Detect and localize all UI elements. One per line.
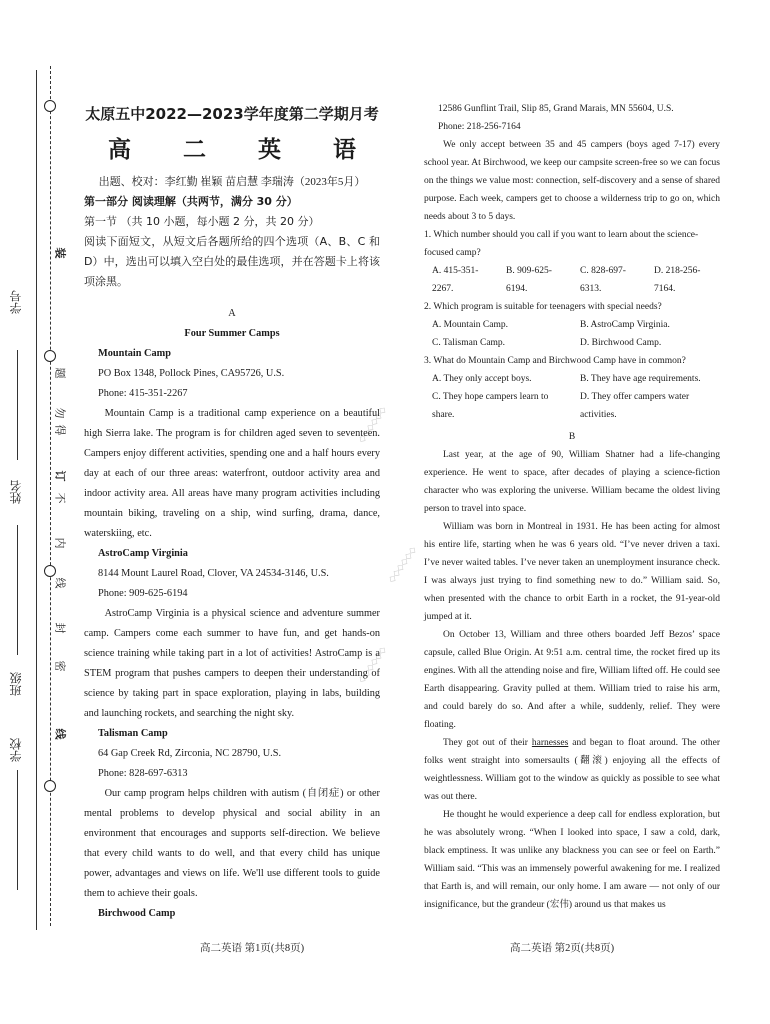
camp-address: PO Box 1348, Pollock Pines, CA95726, U.S. [98, 368, 285, 379]
seal-char: 得 [53, 424, 66, 436]
answer-option[interactable]: C. Talisman Camp. [432, 338, 506, 348]
question-options [424, 334, 720, 352]
answer-option[interactable]: B. They have age requirements. [580, 374, 701, 384]
page-footer-left: 高二英语 第1页(共8页) [200, 943, 305, 954]
part-one-heading: 第一部分 阅读理解（共两节，满分 30 分） [84, 195, 298, 208]
passage-b-paragraph: On October 13, William and three others boarded Jeff Bezos’ space capsule, called Blue Origin. At 9:51 a.m. central time, the rocket fired up its engines. With all the attending noise and fire, William lifted off. He could see Earth disappearing. Gravity pulled at them. William tried to raise his arm, and could barely do so. And after a while, suddenly, relief. They were floating. [424, 630, 720, 730]
binding-hole [44, 350, 56, 362]
field-school-line[interactable] [17, 770, 18, 890]
answer-option[interactable]: A. Mountain Camp. [432, 320, 508, 330]
camp-address: 12586 Gunflint Trail, Slip 85, Grand Marais, MN 55604, U.S. [438, 104, 674, 114]
binding-dashed-line [50, 66, 51, 926]
subject-title: 高 二 英 语 [107, 137, 379, 163]
camp-description: Mountain Camp is a traditional camp experience on a beautiful high Sierra lake. The program is for children aged seven to seventeen. Campers enjoy different activities, spending one and a half hours every day at each of our three areas: waterfront, outdoor activity area and indoor activity area. All areas have many program activities including mountain biking, traveling on a ship, wind surfing, drama, dance, waterskiing, etc. [84, 408, 380, 539]
answer-option[interactable]: A. They only accept boys. [432, 374, 532, 384]
camp-description: AstroCamp Virginia is a physical science and adventure summer camp. Campers come each summer to have fun, and get hands-on science training while taking part in a lot of activities! AstroCamp is a STEM program that pushes campers to deepen their understanding of science by taking part in space exploration, playing in labs, building and launching rockets, and searching the night sky. [84, 608, 380, 719]
passage-b-paragraph: They got out of their harnesses and began to float around. The other folks went straight into somersaults (翻滚) enjoying all the effects of weightlessness. William got to the window as quickly as possible to see what was out there. [424, 738, 720, 802]
question-options [424, 388, 720, 424]
passage-b-paragraph: William was born in Montreal in 1931. He has been acting for almost his entire life, starting when he was 6 years old. “I’ve never driven a taxi. I’ve never waited tables. I’ve never taken an unemployment insurance check. I was always just trying to find something new to do.” William said. So, when presented with the chance to orbit Earth in a rocket, the 91-year-old jumped at it. [424, 522, 720, 622]
passage-a-label: A [228, 308, 236, 319]
seal-char: 订 [53, 470, 66, 482]
camp-address: 64 Gap Creek Rd, Zirconia, NC 28790, U.S. [98, 748, 282, 759]
answer-option[interactable]: C. 828-697-6313. [580, 266, 626, 294]
camp-name: AstroCamp Virginia [98, 548, 188, 559]
answer-option[interactable]: B. AstroCamp Virginia. [580, 320, 670, 330]
camp-phone: Phone: 218-256-7164 [438, 122, 521, 132]
section-instructions: 阅读下面短文，从短文后各题所给的四个选项（A、B、C 和 D）中，选出可以填入空白处的最佳选项，并在答题卡上将该项涂黑。 [84, 235, 380, 288]
camp-name: Talisman Camp [98, 728, 168, 739]
seal-char: 密 [53, 660, 66, 672]
left-column [84, 100, 380, 924]
camp-name: Mountain Camp [98, 348, 171, 359]
binding-margin [0, 0, 78, 1024]
underlined-word: harnesses [531, 738, 569, 748]
question-stem: 1. Which number should you call if you want to learn about the science-focused camp? [424, 230, 699, 258]
field-student-id-label: 学号 [9, 290, 23, 314]
binding-hole [44, 100, 56, 112]
binding-solid-line [36, 70, 37, 930]
answer-option[interactable]: D. 218-256-7164. [654, 266, 701, 294]
seal-char: 封 [53, 622, 66, 634]
passage-a-title: Four Summer Camps [184, 328, 280, 339]
field-class-label: 班级 [9, 672, 23, 696]
watermark-stamp: ◇◇◇◇◇◇ [356, 405, 389, 445]
camp-description: We only accept between 35 and 45 campers (boys aged 7-17) every school year. At Birchwood, we keep our campsite screen-free so we can focus on the things we value most: connection, self-discovery and a sense of shared purpose. Each week, campers get to choose a wilderness trip to go on, which needs about 3 to 5 days. [424, 140, 720, 222]
passage-b-paragraph: He thought he would experience a deep call for endless exploration, but he was absolutely wrong. “When I looked into space, I saw a cold, dark, black emptiness. It was unlike any blackness you can see or feel on Earth.” William said. “This was an immensely powerful awakening for me. I realized that Earth is, and will remain, our only home. I am aware — not only of our insignificance, but the grandeur (宏伟) around us that makes us [424, 810, 720, 910]
field-school-label: 学校 [9, 738, 23, 762]
right-column [424, 100, 720, 914]
camp-name: Birchwood Camp [98, 908, 176, 919]
answer-option[interactable]: B. 909-625-6194. [506, 266, 552, 294]
passage-b-label: B [568, 432, 576, 442]
watermark-stamp: ◇◇◇◇◇◇ [386, 545, 419, 585]
binding-hole [44, 565, 56, 577]
seal-char: 线 [53, 577, 66, 589]
question-stem: 3. What do Mountain Camp and Birchwood Camp have in common? [424, 356, 686, 366]
answer-option[interactable]: D. Birchwood Camp. [580, 338, 662, 348]
camp-phone: Phone: 415-351-2267 [98, 388, 188, 399]
seal-char: 勿 [53, 407, 66, 419]
watermark-stamp: ◇◇◇◇◇◇ [356, 645, 389, 685]
seal-char: 线 [53, 728, 66, 740]
binding-hole [44, 780, 56, 792]
field-student-id-line[interactable] [17, 350, 18, 460]
question-stem: 2. Which program is suitable for teenagers with special needs? [424, 302, 662, 312]
page-footer-right: 高二英语 第2页(共8页) [510, 943, 615, 954]
camp-phone: Phone: 909-625-6194 [98, 588, 188, 599]
exam-setters: 出题、校对：李红勤 崔颖 苗启慧 李瑞涛（2023年5月） [98, 176, 366, 188]
passage-b-paragraph: Last year, at the age of 90, William Shatner had a life-changing experience. He went to space, after decades of playing a science-fiction character who was exploring the universe. William became the oldest living person to travel into space. [424, 450, 720, 514]
seal-char: 不 [53, 492, 66, 504]
camp-address: 8144 Mount Laurel Road, Clover, VA 24534-3146, U.S. [98, 568, 329, 579]
field-name-label: 姓名 [9, 480, 23, 504]
answer-option[interactable]: C. They hope campers learn to share. [432, 392, 549, 420]
camp-phone: Phone: 828-697-6313 [98, 768, 188, 779]
section-one-heading: 第一节 （共 10 小题，每小题 2 分，共 20 分） [84, 215, 320, 228]
seal-char: 装 [53, 247, 66, 259]
question-options [424, 262, 720, 298]
question-options [424, 370, 720, 388]
question-options [424, 316, 720, 334]
exam-title: 太原五中2022—2023学年度第二学期月考 [85, 105, 379, 123]
field-name-line[interactable] [17, 525, 18, 655]
seal-char: 题 [53, 367, 66, 379]
seal-char: 内 [53, 537, 66, 549]
answer-option[interactable]: D. They offer campers water activities. [580, 392, 690, 420]
answer-option[interactable]: A. 415-351-2267. [432, 266, 479, 294]
camp-description: Our camp program helps children with autism (自闭症) or other mental problems to develop physical and social ability in an environment that encourages and supports self-direction. We believe that every child wants to do well, and that every child has unique power, advantages and views on life. We'll use different tools to guide them to achieve their goals. [84, 788, 380, 899]
